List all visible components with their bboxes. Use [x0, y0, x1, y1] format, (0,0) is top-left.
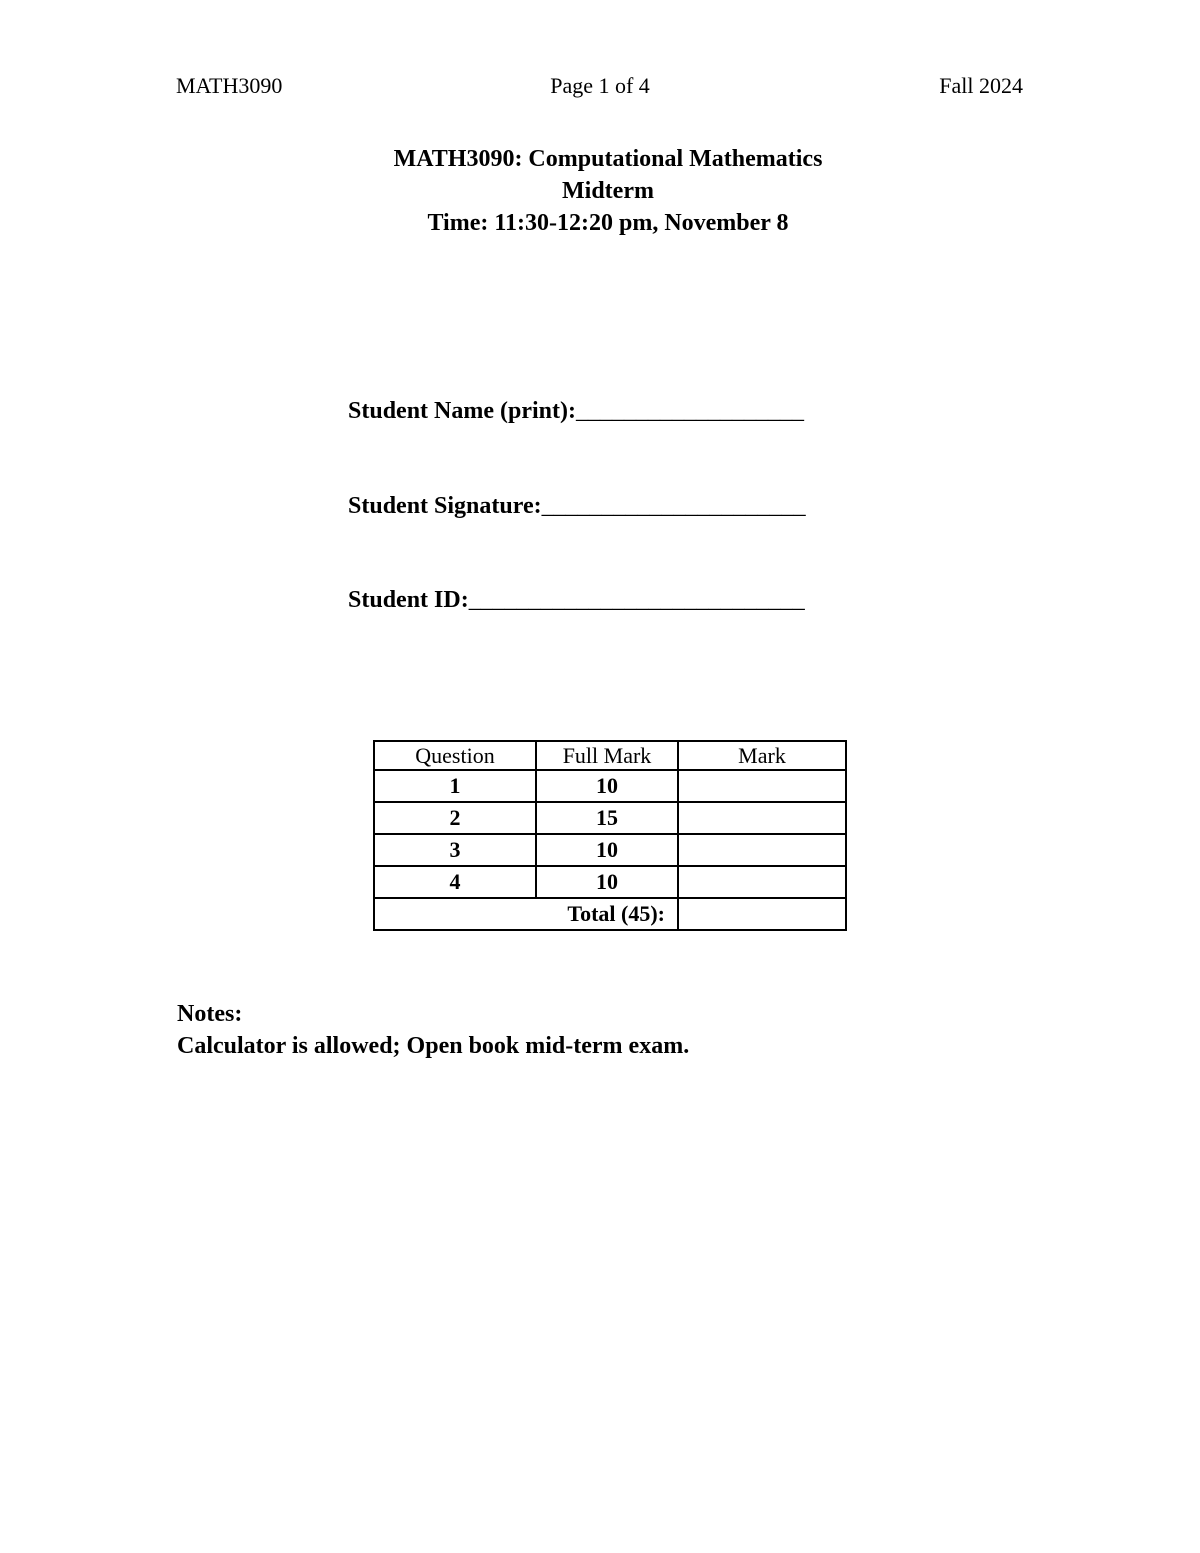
full-mark-value: 10: [536, 770, 678, 802]
student-name-field[interactable]: [348, 396, 872, 426]
notes-heading: Notes:: [177, 1001, 243, 1027]
question-number: 4: [374, 866, 536, 898]
total-row: [374, 898, 846, 930]
student-signature-line[interactable]: ______________________: [541, 493, 806, 519]
student-signature-field[interactable]: [348, 491, 872, 521]
header-course: MATH3090: [176, 73, 283, 98]
exam-time: Time: 11:30-12:20 pm, November 8: [427, 210, 789, 236]
student-signature-label: Student Signature:: [348, 493, 542, 519]
question-number: 1: [374, 770, 536, 802]
table-row: [374, 802, 846, 834]
student-name-line[interactable]: ___________________: [576, 398, 804, 424]
question-number: 2: [374, 802, 536, 834]
header-term: Fall 2024: [939, 73, 1023, 98]
column-header-mark: Mark: [678, 741, 846, 770]
course-title: MATH3090: Computational Mathematics: [393, 146, 823, 172]
student-id-label: Student ID:: [348, 587, 469, 613]
column-header-full-mark: Full Mark: [536, 741, 678, 770]
total-label: Total (45):: [374, 898, 678, 930]
student-id-field[interactable]: [348, 585, 872, 615]
full-mark-value: 15: [536, 802, 678, 834]
mark-cell[interactable]: [678, 770, 846, 802]
exam-title-block: [0, 143, 1200, 239]
table-row: [374, 834, 846, 866]
mark-cell[interactable]: [678, 866, 846, 898]
mark-cell[interactable]: [678, 834, 846, 866]
mark-cell[interactable]: [678, 802, 846, 834]
student-name-label: Student Name (print):: [348, 398, 576, 424]
column-header-question: Question: [374, 741, 536, 770]
total-mark-cell[interactable]: [678, 898, 846, 930]
table-row: [374, 770, 846, 802]
full-mark-value: 10: [536, 866, 678, 898]
marks-table-header-row: [374, 741, 846, 770]
question-number: 3: [374, 834, 536, 866]
full-mark-value: 10: [536, 834, 678, 866]
marks-table: [373, 740, 847, 931]
notes-text: Calculator is allowed; Open book mid-term exam.: [177, 1033, 690, 1059]
table-row: [374, 866, 846, 898]
student-id-line[interactable]: ____________________________: [468, 587, 805, 613]
header-page-number: Page 1 of 4: [550, 73, 650, 98]
exam-type: Midterm: [562, 178, 654, 204]
notes-section: [177, 998, 689, 1062]
